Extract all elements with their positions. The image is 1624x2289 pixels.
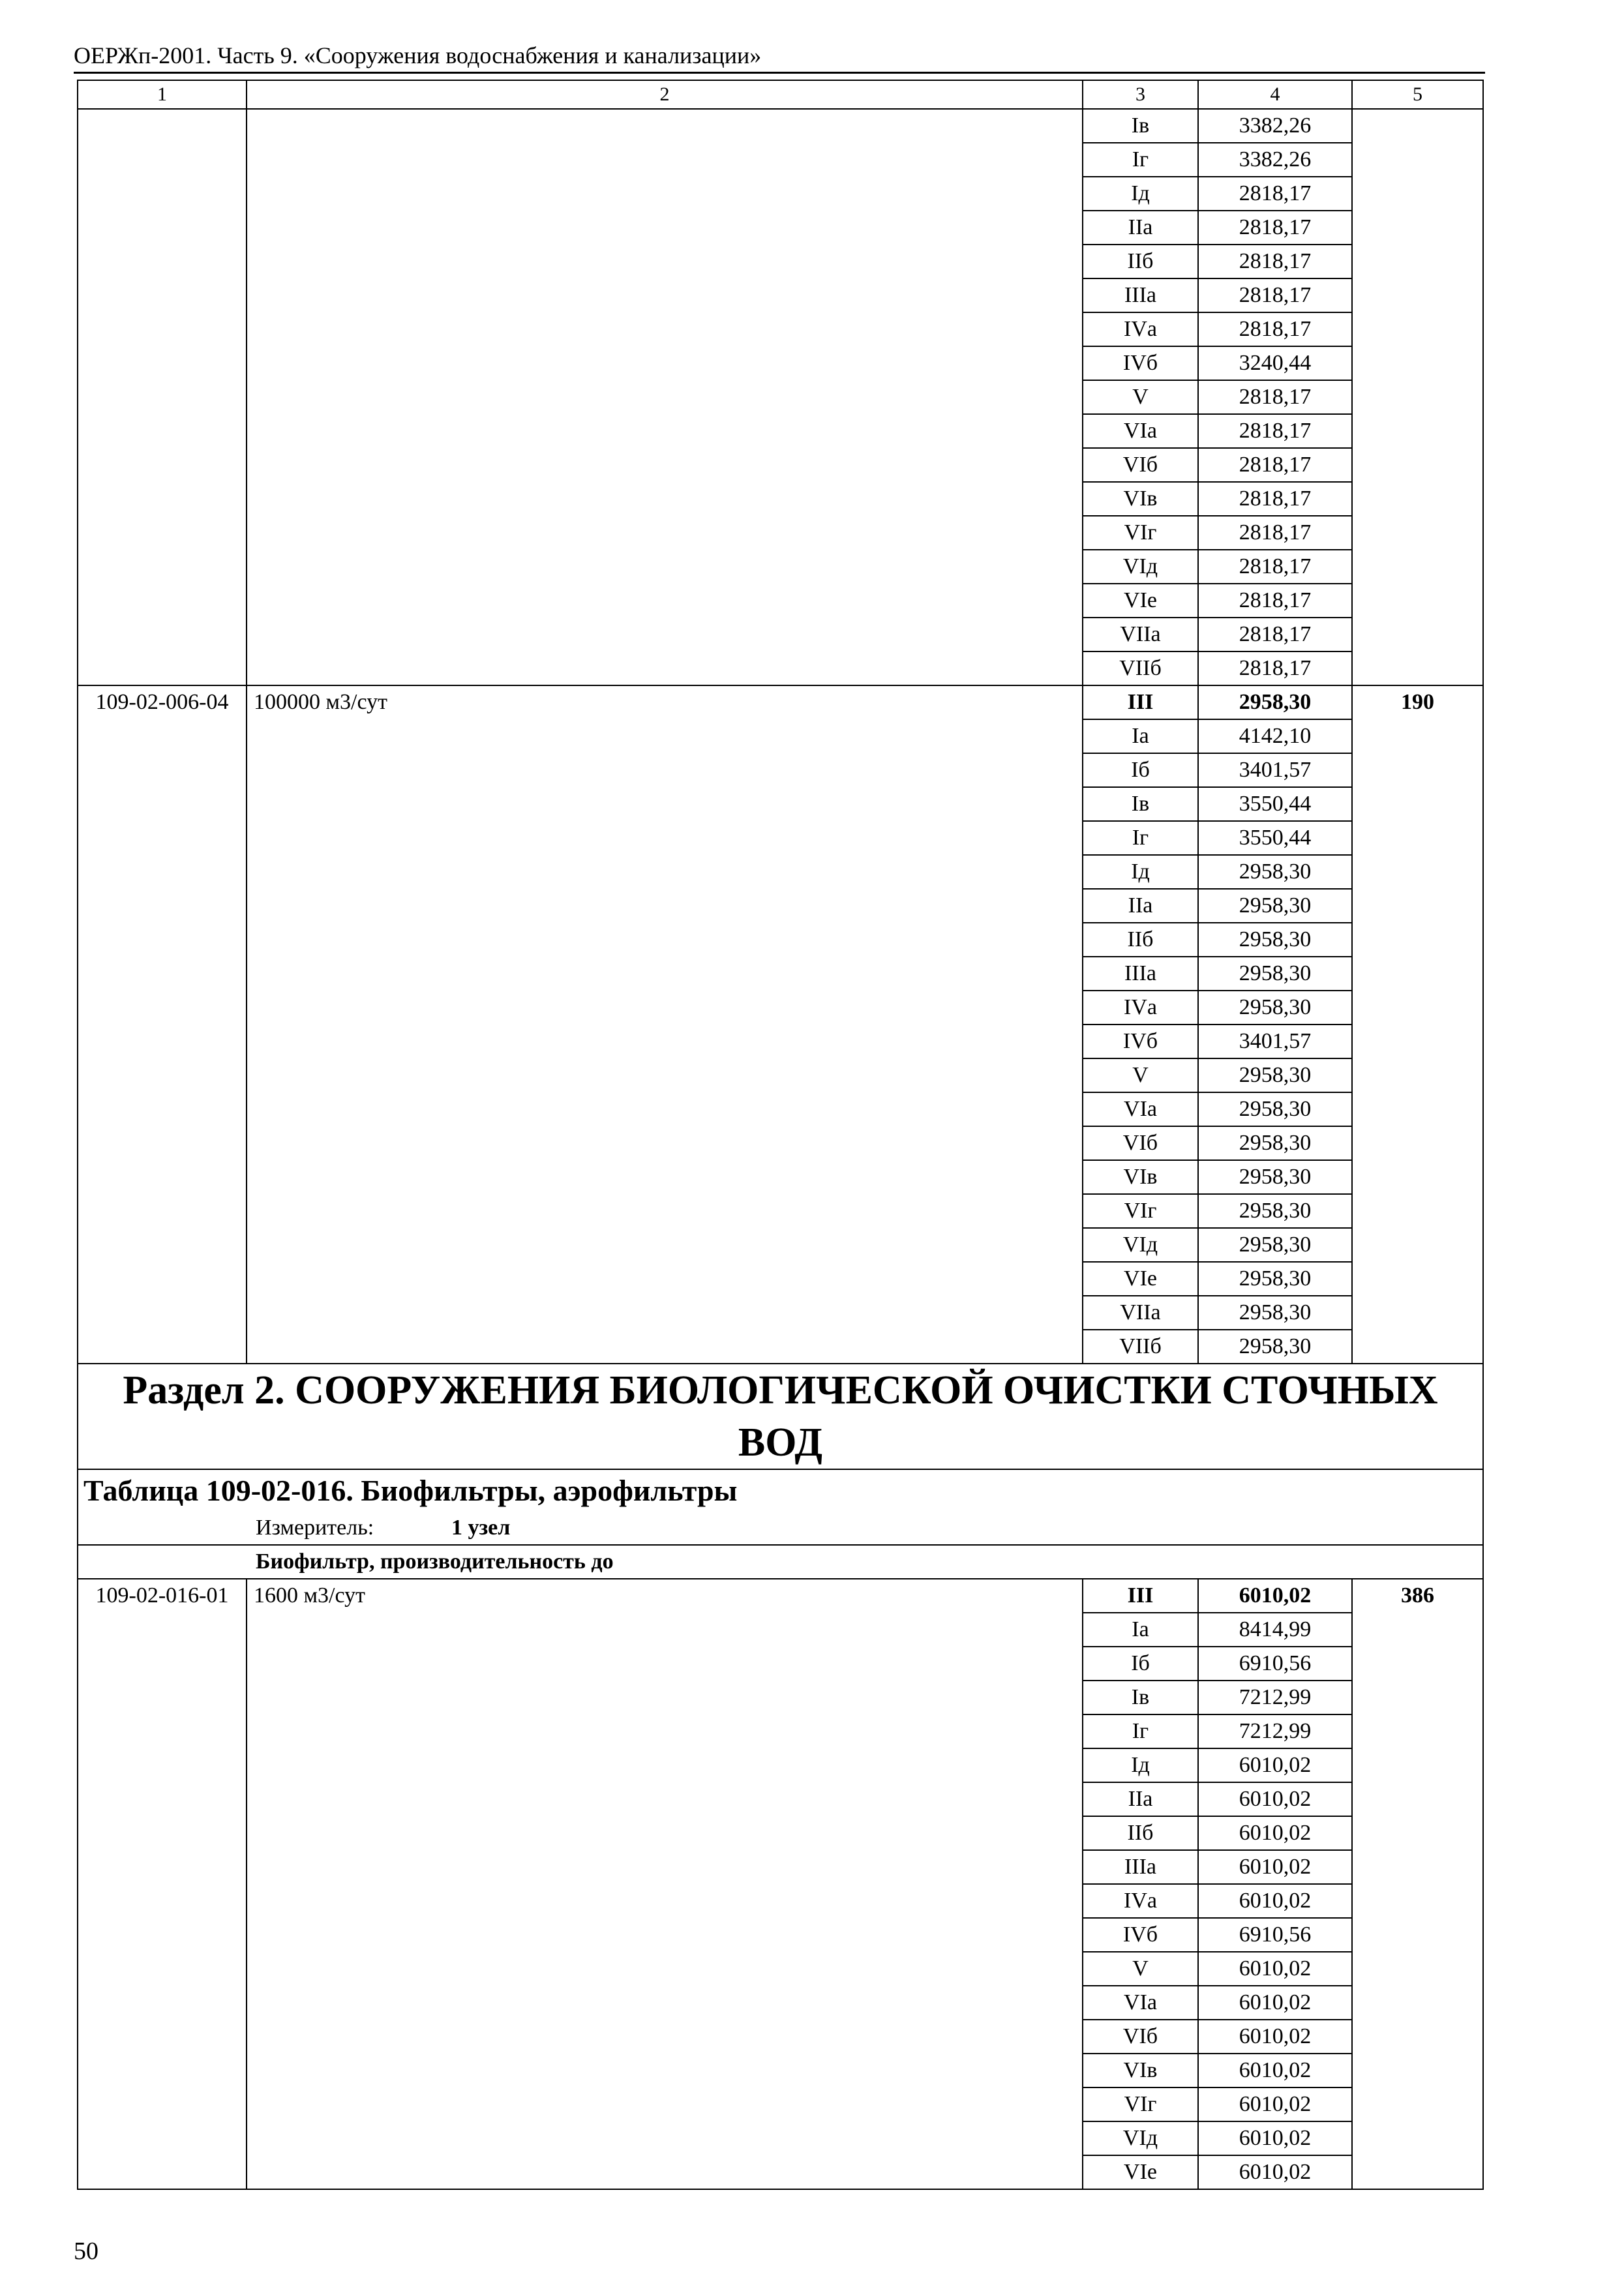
column-number: 5 — [1352, 80, 1483, 109]
price-cell: 2818,17 — [1198, 651, 1352, 685]
zone-cell: VIIа — [1083, 618, 1198, 651]
price-cell: 2958,30 — [1198, 1058, 1352, 1092]
zone-cell: VIа — [1083, 1092, 1198, 1126]
price-cell: 6010,02 — [1198, 2155, 1352, 2189]
price-cell: 2958,30 — [1198, 1160, 1352, 1194]
subheader-row — [78, 1545, 1483, 1579]
zone-cell: Iг — [1083, 1714, 1198, 1748]
price-cell: 3401,57 — [1198, 1025, 1352, 1058]
price-table — [77, 80, 1484, 2190]
price-cell: 6010,02 — [1198, 1816, 1352, 1850]
column-number: 1 — [78, 80, 247, 109]
price-cell: 2818,17 — [1198, 618, 1352, 651]
table-title-row — [78, 1469, 1483, 1512]
zone-cell: Iд — [1083, 1748, 1198, 1782]
zone-cell: IIб — [1083, 245, 1198, 278]
zone-cell: VIд — [1083, 2121, 1198, 2155]
price-cell: 6010,02 — [1198, 1952, 1352, 1986]
price-cell: 2818,17 — [1198, 448, 1352, 482]
price-cell: 2958,30 — [1198, 991, 1352, 1025]
price-cell: 3382,26 — [1198, 143, 1352, 177]
measure-cell — [78, 1512, 1483, 1545]
zone-cell: VIв — [1083, 1160, 1198, 1194]
zone-cell: VIе — [1083, 584, 1198, 618]
price-cell: 2818,17 — [1198, 414, 1352, 448]
zone-cell: Iв — [1083, 109, 1198, 143]
zone-cell: VIб — [1083, 1126, 1198, 1160]
zone-cell: III — [1083, 685, 1198, 719]
price-cell: 4142,10 — [1198, 719, 1352, 753]
price-cell: 6010,02 — [1198, 2020, 1352, 2054]
zone-cell: VIе — [1083, 1262, 1198, 1296]
zone-cell: IVб — [1083, 1918, 1198, 1952]
zone-cell: Iа — [1083, 1613, 1198, 1647]
price-cell: 2818,17 — [1198, 245, 1352, 278]
zone-cell: IIа — [1083, 211, 1198, 245]
section-title: Раздел 2. СООРУЖЕНИЯ БИОЛОГИЧЕСКОЙ ОЧИСТКИ СТОЧНЫХ ВОД — [78, 1364, 1483, 1469]
price-cell: 2958,30 — [1198, 1296, 1352, 1330]
column-number-row — [78, 80, 1483, 109]
subheader: Биофильтр, производительность до — [78, 1545, 1483, 1579]
price-cell: 2818,17 — [1198, 516, 1352, 550]
price-cell: 6910,56 — [1198, 1918, 1352, 1952]
zone-cell: VIг — [1083, 1194, 1198, 1228]
zone-cell: IIIа — [1083, 1850, 1198, 1884]
zone-cell: IIIа — [1083, 278, 1198, 312]
header-rule — [74, 72, 1485, 74]
measure-value: 1 узел — [451, 1516, 511, 1540]
row-col5-value: 190 — [1352, 685, 1483, 1364]
price-cell: 2818,17 — [1198, 177, 1352, 211]
price-cell: 6010,02 — [1198, 1850, 1352, 1884]
price-cell: 2818,17 — [1198, 482, 1352, 516]
price-cell: 2958,30 — [1198, 1262, 1352, 1296]
zone-cell: V — [1083, 1058, 1198, 1092]
zone-cell: VIг — [1083, 2087, 1198, 2121]
row-description — [247, 109, 1083, 685]
zone-cell: V — [1083, 1952, 1198, 1986]
price-cell: 2958,30 — [1198, 855, 1352, 889]
zone-cell: VIIа — [1083, 1296, 1198, 1330]
table-title: Таблица 109-02-016. Биофильтры, аэрофильтры — [78, 1469, 1483, 1512]
row-code: 109-02-006-04 — [78, 685, 247, 1364]
price-cell: 7212,99 — [1198, 1681, 1352, 1714]
zone-cell: Iв — [1083, 1681, 1198, 1714]
zone-cell: V — [1083, 380, 1198, 414]
price-cell: 6010,02 — [1198, 1748, 1352, 1782]
price-cell: 3550,44 — [1198, 821, 1352, 855]
price-cell: 2958,30 — [1198, 1330, 1352, 1364]
zone-cell: Iг — [1083, 143, 1198, 177]
column-number: 3 — [1083, 80, 1198, 109]
zone-cell: IVа — [1083, 312, 1198, 346]
zone-cell: Iв — [1083, 787, 1198, 821]
zone-cell: Iб — [1083, 753, 1198, 787]
measure-row — [78, 1512, 1483, 1545]
zone-cell: IVа — [1083, 991, 1198, 1025]
price-cell: 6910,56 — [1198, 1647, 1352, 1681]
price-cell: 2818,17 — [1198, 380, 1352, 414]
zone-cell: IVб — [1083, 346, 1198, 380]
zone-cell: VIб — [1083, 448, 1198, 482]
table-row — [78, 1579, 1483, 1613]
price-cell: 6010,02 — [1198, 2087, 1352, 2121]
page-number: 50 — [74, 2237, 98, 2265]
price-cell: 2958,30 — [1198, 1194, 1352, 1228]
zone-cell: VIг — [1083, 516, 1198, 550]
table-row — [78, 109, 1483, 143]
row-code: 109-02-016-01 — [78, 1579, 247, 2189]
row-col5-value — [1352, 109, 1483, 685]
zone-cell: IVб — [1083, 1025, 1198, 1058]
zone-cell: III — [1083, 1579, 1198, 1613]
price-cell: 2958,30 — [1198, 685, 1352, 719]
price-cell: 3382,26 — [1198, 109, 1352, 143]
zone-cell: VIд — [1083, 1228, 1198, 1262]
zone-cell: IIб — [1083, 1816, 1198, 1850]
zone-cell: Iд — [1083, 177, 1198, 211]
price-cell: 2958,30 — [1198, 1228, 1352, 1262]
column-number: 2 — [247, 80, 1083, 109]
zone-cell: Iг — [1083, 821, 1198, 855]
section-row — [78, 1364, 1483, 1469]
zone-cell: VIв — [1083, 2054, 1198, 2087]
row-description: 100000 м3/сут — [247, 685, 1083, 1364]
zone-cell: IIа — [1083, 889, 1198, 923]
price-cell: 3550,44 — [1198, 787, 1352, 821]
zone-cell: VIв — [1083, 482, 1198, 516]
price-cell: 2818,17 — [1198, 550, 1352, 584]
zone-cell: IIIа — [1083, 957, 1198, 991]
price-cell: 6010,02 — [1198, 2054, 1352, 2087]
price-cell: 2818,17 — [1198, 211, 1352, 245]
price-cell: 2818,17 — [1198, 312, 1352, 346]
zone-cell: VIIб — [1083, 651, 1198, 685]
price-cell: 6010,02 — [1198, 1986, 1352, 2020]
price-cell: 2818,17 — [1198, 278, 1352, 312]
zone-cell: VIд — [1083, 550, 1198, 584]
price-cell: 2958,30 — [1198, 957, 1352, 991]
price-cell: 7212,99 — [1198, 1714, 1352, 1748]
zone-cell: IVа — [1083, 1884, 1198, 1918]
zone-cell: IIб — [1083, 923, 1198, 957]
zone-cell: VIб — [1083, 2020, 1198, 2054]
price-cell: 2958,30 — [1198, 1126, 1352, 1160]
zone-cell: Iб — [1083, 1647, 1198, 1681]
zone-cell: VIIб — [1083, 1330, 1198, 1364]
table-row — [78, 685, 1483, 719]
zone-cell: VIа — [1083, 1986, 1198, 2020]
price-cell: 2958,30 — [1198, 923, 1352, 957]
price-cell: 2958,30 — [1198, 1092, 1352, 1126]
zone-cell: Iа — [1083, 719, 1198, 753]
row-description: 1600 м3/сут — [247, 1579, 1083, 2189]
page-header: ОЕРЖп-2001. Часть 9. «Сооружения водоснабжения и канализации» — [74, 42, 762, 68]
price-cell: 8414,99 — [1198, 1613, 1352, 1647]
column-number: 4 — [1198, 80, 1352, 109]
price-cell: 6010,02 — [1198, 1579, 1352, 1613]
zone-cell: Iд — [1083, 855, 1198, 889]
price-cell: 6010,02 — [1198, 1884, 1352, 1918]
price-cell: 2818,17 — [1198, 584, 1352, 618]
measure-label: Измеритель: — [256, 1516, 374, 1540]
zone-cell: IIа — [1083, 1782, 1198, 1816]
price-cell: 3401,57 — [1198, 753, 1352, 787]
price-cell: 2958,30 — [1198, 889, 1352, 923]
row-col5-value: 386 — [1352, 1579, 1483, 2189]
zone-cell: VIе — [1083, 2155, 1198, 2189]
row-code — [78, 109, 247, 685]
price-cell: 6010,02 — [1198, 2121, 1352, 2155]
price-cell: 3240,44 — [1198, 346, 1352, 380]
zone-cell: VIа — [1083, 414, 1198, 448]
price-cell: 6010,02 — [1198, 1782, 1352, 1816]
